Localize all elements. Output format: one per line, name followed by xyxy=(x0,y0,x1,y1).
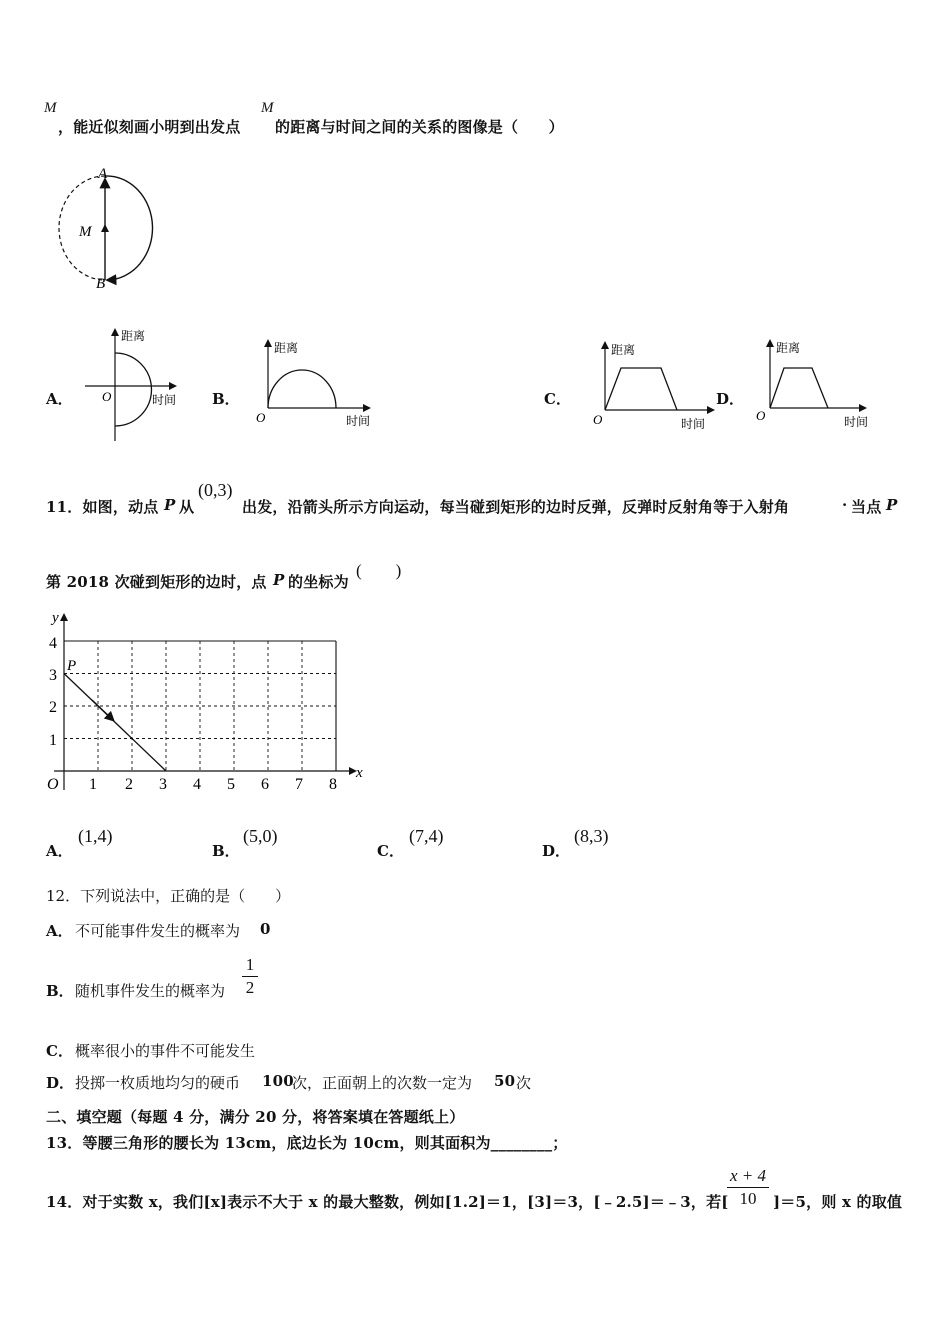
label-a: A xyxy=(98,166,108,182)
q12-option-a-letter: A． xyxy=(46,922,73,940)
x-axis-label: 时间 xyxy=(346,414,371,428)
section-heading: 二、填空题（每题 4 分，满分 20 分，将答案填在答题纸上） xyxy=(46,1108,465,1126)
origin-label: O xyxy=(256,410,266,425)
y-tick-2: 2 xyxy=(49,699,57,716)
q11-text-b: 从 xyxy=(179,498,195,516)
x-axis-label: 时间 xyxy=(681,417,706,431)
m-symbol: M xyxy=(261,100,274,116)
y-axis-label: 距离 xyxy=(121,329,146,343)
q11-option-d-letter: D． xyxy=(542,842,571,860)
q12-option-d-text-1: 投掷一枚质地均匀的硬币 xyxy=(75,1074,241,1092)
circle-path-figure xyxy=(50,162,160,292)
y-tick-3: 3 xyxy=(49,667,57,684)
option-b-letter: B． xyxy=(212,390,240,408)
q11-dot: · xyxy=(842,496,848,514)
label-b: B xyxy=(96,276,106,292)
q12-option-b-letter: B． xyxy=(46,982,74,1000)
q11-text-d: 当点 xyxy=(851,498,882,516)
x-tick-4: 4 xyxy=(193,776,201,793)
x-tick-8: 8 xyxy=(329,776,337,793)
option-c-graph xyxy=(585,338,725,433)
point-p: P xyxy=(886,496,898,514)
y-axis-label: 距离 xyxy=(611,343,636,357)
q11-option-b-letter: B． xyxy=(212,842,240,860)
start-point: (0,3) xyxy=(198,480,233,500)
q12-option-b-text: 随机事件发生的概率为 xyxy=(75,982,226,1000)
q12-option-c-text: 概率很小的事件不可能发生 xyxy=(75,1042,256,1060)
origin-label: O xyxy=(102,389,112,404)
label-m: M xyxy=(79,224,92,240)
q12-option-c-letter: C． xyxy=(46,1042,73,1060)
x-tick-3: 3 xyxy=(159,776,167,793)
q11-option-a-letter: A． xyxy=(46,842,73,860)
q14-text-a: 14．对于实数 x，我们[x]表示不大于 x 的最大整数，例如[1.2]＝1，[3]＝3，[﹣2.5]＝﹣3，若[ xyxy=(46,1193,729,1211)
x-plus-4-over-10-fraction xyxy=(727,1166,769,1209)
q12-option-d-num-1: 100 xyxy=(262,1072,294,1090)
y-axis-label: 距离 xyxy=(776,341,801,355)
q11-option-b-value: (5,0) xyxy=(243,826,278,846)
origin-label: O xyxy=(756,408,766,423)
answer-paren: ( ) xyxy=(356,561,402,580)
fraction-numerator: x + 4 xyxy=(729,1166,767,1185)
q12-option-d-num-2: 50 xyxy=(494,1072,516,1090)
x-tick-6: 6 xyxy=(261,776,269,793)
fraction-numerator: 1 xyxy=(245,955,255,974)
q10-text-b: 的距离与时间之间的关系的图像是（ ） xyxy=(275,118,564,136)
x-tick-5: 5 xyxy=(227,776,235,793)
fraction-denominator: 10 xyxy=(739,1189,757,1208)
q12-option-a-text: 不可能事件发生的概率为 xyxy=(75,922,241,940)
half-fraction xyxy=(242,955,258,998)
q12-option-d-text-2: 次，正面朝上的次数一定为 xyxy=(292,1074,473,1092)
q10-text-a: ，能近似刻画小明到出发点 xyxy=(58,118,241,136)
q12-option-d-text-3: 次 xyxy=(516,1074,532,1092)
q12-option-a-value: 0 xyxy=(260,920,271,938)
m-symbol: M xyxy=(44,100,57,116)
x-axis-label: 时间 xyxy=(152,393,177,407)
point-p: P xyxy=(164,496,176,514)
x-axis-label: 时间 xyxy=(844,415,869,429)
q11-text-e: 第 2018 次碰到矩形的边时，点 xyxy=(46,573,267,591)
q11-option-d-value: (8,3) xyxy=(574,826,609,846)
origin-label: O xyxy=(593,412,603,427)
y-tick-1: 1 xyxy=(49,732,57,749)
option-a-graph xyxy=(80,326,190,446)
fraction-denominator: 2 xyxy=(245,978,255,997)
q12-option-d-letter: D． xyxy=(46,1074,75,1092)
q14-text-b: ]＝5，则 x 的取值 xyxy=(773,1193,903,1211)
y-axis-label: y xyxy=(52,610,59,626)
option-d-letter: D． xyxy=(716,390,745,408)
x-tick-7: 7 xyxy=(295,776,303,793)
q11-text-c: 出发，沿箭头所示方向运动，每当碰到矩形的边时反弹，反弹时反射角等于入射角 xyxy=(242,498,790,516)
q11-text-a: 11．如图，动点 xyxy=(46,498,159,516)
x-axis-label: x xyxy=(356,765,363,781)
point-p: P xyxy=(273,571,285,589)
option-a-letter: A． xyxy=(46,390,73,408)
q11-option-c-value: (7,4) xyxy=(409,826,444,846)
q11-option-c-letter: C． xyxy=(377,842,404,860)
q13-text: 13．等腰三角形的腰长为 13cm，底边长为 10cm，则其面积为________； xyxy=(46,1134,568,1152)
option-b-graph xyxy=(248,336,378,431)
y-axis-label: 距离 xyxy=(274,341,299,355)
x-tick-2: 2 xyxy=(125,776,133,793)
q11-text-f: 的坐标为 xyxy=(288,573,349,591)
origin-label: O xyxy=(47,776,59,793)
option-c-letter: C． xyxy=(544,390,571,408)
x-tick-1: 1 xyxy=(89,776,97,793)
point-p-label: P xyxy=(67,658,77,674)
q12-stem: 12．下列说法中，正确的是（ ） xyxy=(46,887,291,905)
q11-option-a-value: (1,4) xyxy=(78,826,113,846)
y-tick-4: 4 xyxy=(49,635,57,652)
rectangle-grid-graph xyxy=(40,608,380,798)
option-d-graph xyxy=(750,336,880,431)
